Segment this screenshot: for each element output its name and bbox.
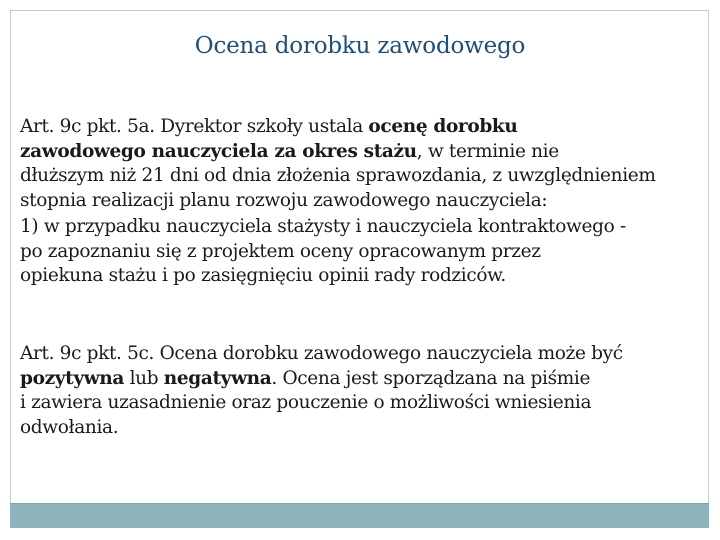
text-run: lub <box>124 367 164 389</box>
text-line: i zawiera uzasadnienie oraz pouczenie o możliwości wniesienia <box>20 392 592 413</box>
slide-title: Ocena dorobku zawodowego <box>194 33 526 59</box>
text-line: dłuższym niż 21 dni od dnia złożenia sprawozdania, z uwzględnieniem <box>20 165 656 186</box>
bold-text-run: ocenę dorobku <box>368 116 518 137</box>
text-line <box>20 115 700 140</box>
text-run: . Ocena jest sporządzana na piśmie <box>271 367 591 389</box>
list-item-1: 1) w przypadku nauczyciela stażysty i nauczyciela kontraktowego - <box>20 216 626 237</box>
text-run: , w terminie nie <box>416 140 559 162</box>
text-line: po zapoznaniu się z projektem oceny opracowanym przez <box>20 240 541 262</box>
footer-bar <box>10 503 709 528</box>
paragraph-art-9c-pkt-5c <box>20 342 700 440</box>
text-line <box>20 367 700 392</box>
paragraph-art-9c-pkt-5a <box>20 115 700 289</box>
text-line: odwołania. <box>20 416 119 438</box>
text-line: opiekuna stażu i po zasięgnięciu opinii rady rodziców. <box>20 265 506 286</box>
text-line <box>20 140 700 165</box>
bold-text-run: negatywna <box>163 367 272 389</box>
bold-text-run: zawodowego nauczyciela za okres stażu <box>20 140 417 162</box>
bold-text-run: pozytywna <box>20 367 125 389</box>
text-run: Art. 9c pkt. 5a. Dyrektor szkoły ustala <box>20 116 369 137</box>
text-line: Art. 9c pkt. 5c. Ocena dorobku zawodowego nauczyciela może być <box>20 343 623 364</box>
text-line: stopnia realizacji planu rozwoju zawodowego nauczyciela: <box>20 189 548 211</box>
